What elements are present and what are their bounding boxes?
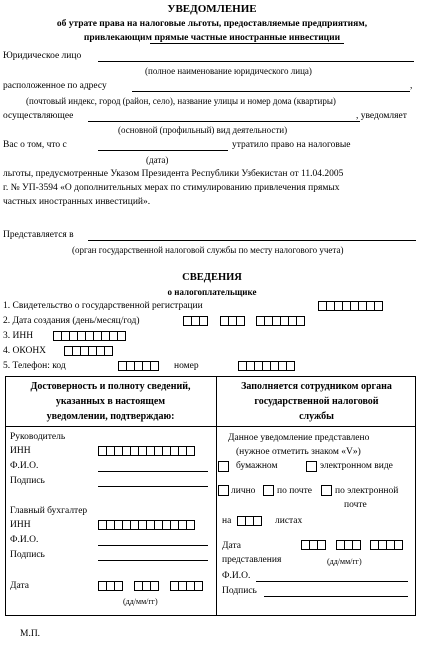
okonh-cells[interactable] (64, 346, 112, 356)
phone-code-cells[interactable] (118, 361, 158, 371)
by-mail-label: по почте (277, 486, 312, 496)
since-date-field[interactable] (98, 150, 228, 151)
legal-entity-field[interactable] (98, 61, 414, 62)
accountant-signature-field[interactable] (98, 560, 208, 561)
registration-certificate-label: 1. Свидетельство о государственной регистрации (3, 301, 203, 311)
by-email-checkbox[interactable] (321, 485, 332, 496)
table-header-line (5, 426, 416, 427)
phone-label: 5. Телефон: код (3, 361, 66, 371)
employee-fio-label: Ф.И.О. (222, 571, 251, 581)
address-field[interactable] (132, 91, 410, 92)
left-header-1: Достоверность и полноту сведений, (30, 381, 191, 392)
left-date-day-cells[interactable] (98, 581, 122, 591)
creation-date-label: 2. Дата создания (день/месяц/год) (3, 316, 140, 326)
head-signature-label: Подпись (10, 476, 45, 486)
left-header-3: уведомлении, подтверждаю: (46, 411, 175, 422)
since-label: Вас о том, что с (3, 140, 67, 150)
head-inn-cells[interactable] (98, 446, 194, 456)
right-header-3: службы (299, 411, 334, 422)
taxpayer-info-title: СВЕДЕНИЯ (182, 272, 242, 283)
electronic-label: электронном виде (320, 461, 393, 471)
accountant-inn-label: ИНН (10, 520, 31, 530)
left-date-format: (дд/мм/гг) (123, 597, 158, 606)
decree-line-2: г. № УП-3594 «О дополнительных мерах по стимулированию привлечения прямых (3, 183, 340, 193)
by-email-label-2: почте (344, 500, 367, 510)
employee-fio-field[interactable] (256, 581, 408, 582)
sheets-label: листах (275, 516, 303, 526)
page-subtitle-1: об утрате права на налоговые льготы, предоставляемые предприятиям, (56, 19, 368, 29)
activity-label: осуществляющее (3, 111, 74, 121)
accountant-fio-field[interactable] (98, 545, 208, 546)
left-date-label: Дата (10, 581, 29, 591)
left-date-month-cells[interactable] (134, 581, 158, 591)
accountant-inn-cells[interactable] (98, 520, 194, 530)
address-label: расположенное по адресу (3, 81, 107, 91)
right-date-label: Дата (222, 541, 241, 551)
personal-label: лично (231, 486, 256, 496)
decree-line-1: льготы, предусмотренные Указом Президента Республики Узбекистан от 11.04.2005 (3, 169, 344, 179)
right-date-day-cells[interactable] (301, 540, 325, 550)
head-inn-label: ИНН (10, 446, 31, 456)
head-signature-field[interactable] (98, 486, 208, 487)
employee-signature-label: Подпись (222, 586, 257, 596)
legal-entity-hint: (полное наименование юридического лица) (145, 66, 312, 76)
accountant-label: Главный бухгалтер (10, 506, 88, 516)
registration-certificate-cells[interactable] (318, 301, 382, 311)
okonh-label: 4. ОКОНХ (3, 346, 47, 356)
decree-line-3: частных иностранных инвестиций». (3, 197, 151, 207)
left-header-2: указанных в настоящем (55, 396, 166, 407)
inn-label: 3. ИНН (3, 331, 34, 341)
tax-authority-hint: (орган государственной налоговой службы по месту налогового учета) (72, 245, 344, 255)
by-email-label: по электронной (335, 486, 399, 496)
creation-year-cells[interactable] (256, 316, 304, 326)
taxpayer-info-subtitle: о налогоплательщике (167, 287, 257, 297)
right-date-year-cells[interactable] (370, 540, 402, 550)
address-hint: (почтовый индекс, город (район, село), название улицы и номер дома (квартиры) (26, 96, 336, 106)
tax-authority-field[interactable] (88, 240, 416, 241)
activity-hint: (основной (профильный) вид деятельности) (118, 125, 288, 135)
activity-field[interactable] (88, 121, 360, 122)
on-label: на (222, 516, 232, 526)
lost-right-label: утратило право на налоговые (232, 140, 351, 150)
submitted-line-2: (нужное отметить знаком «V») (236, 447, 361, 457)
notify-label: , уведомляет (356, 111, 407, 121)
submitted-line-1: Данное уведомление представлено (228, 433, 370, 443)
phone-number-label: номер (174, 361, 199, 371)
accountant-signature-label: Подпись (10, 550, 45, 560)
stamp-label: М.П. (20, 629, 41, 639)
head-label: Руководитель (10, 432, 66, 442)
accountant-fio-label: Ф.И.О. (10, 535, 39, 545)
paper-checkbox[interactable] (218, 461, 229, 472)
page-subtitle-2: привлекающим прямые частные иностранные инвестиции (83, 33, 341, 43)
left-date-year-cells[interactable] (170, 581, 202, 591)
subtitle-underline (150, 43, 344, 44)
electronic-checkbox[interactable] (306, 461, 317, 472)
address-comma: , (410, 81, 413, 91)
right-date-format: (дд/мм/гг) (327, 557, 362, 566)
submitted-to-label: Представляется в (3, 230, 74, 240)
head-fio-label: Ф.И.О. (10, 461, 39, 471)
head-fio-field[interactable] (98, 471, 208, 472)
paper-label: бумажном (236, 461, 278, 471)
page-title: УВЕДОМЛЕНИЕ (167, 3, 257, 15)
creation-month-cells[interactable] (220, 316, 244, 326)
right-header-1: Заполняется сотрудником органа (241, 381, 392, 392)
sheets-cells[interactable] (237, 516, 261, 526)
phone-number-cells[interactable] (238, 361, 294, 371)
right-date-month-cells[interactable] (336, 540, 360, 550)
legal-entity-label: Юридическое лицо (3, 51, 82, 61)
by-mail-checkbox[interactable] (263, 485, 274, 496)
right-header-2: государственной налоговой (254, 396, 379, 407)
creation-day-cells[interactable] (183, 316, 207, 326)
date-hint: (дата) (146, 155, 169, 165)
submission-date-label: представления (222, 555, 282, 565)
employee-signature-field[interactable] (264, 596, 408, 597)
personal-checkbox[interactable] (218, 485, 229, 496)
inn-cells[interactable] (53, 331, 125, 341)
